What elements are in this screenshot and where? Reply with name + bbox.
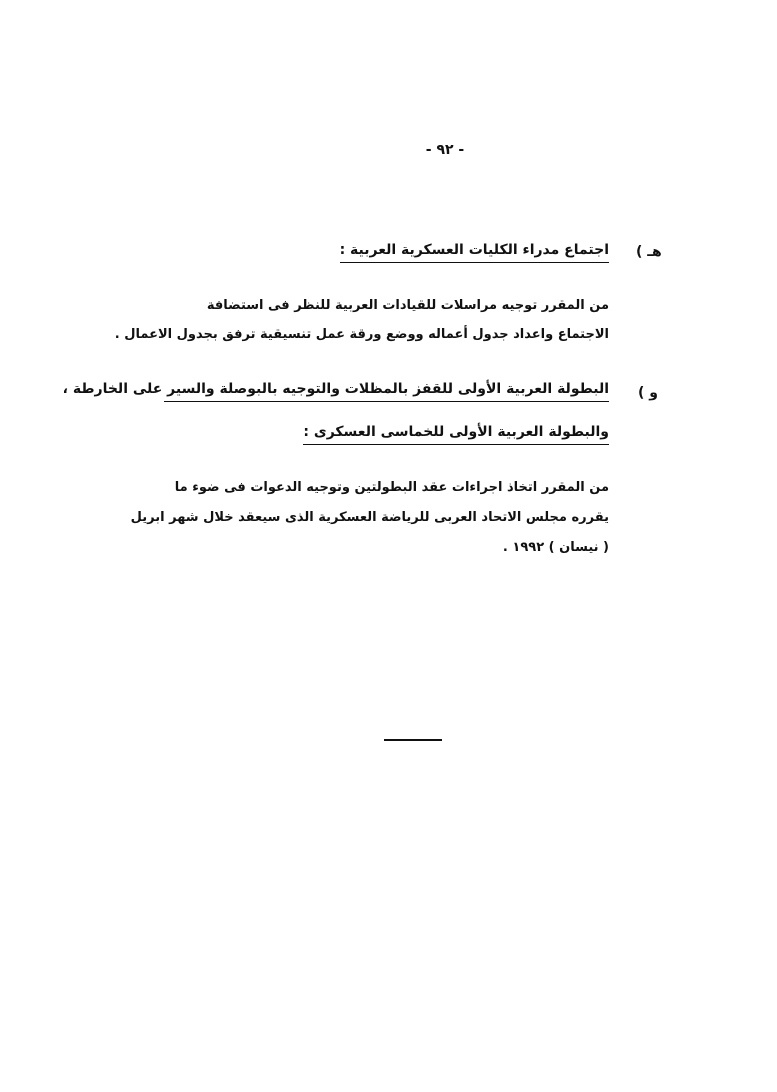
section-w-body-line-2: يقرره مجلس الاتحاد العربى للرياضة العسكرية الذى سيعقد خلال شهر ابريل xyxy=(130,510,609,525)
section-marker-w: و ) xyxy=(638,385,658,401)
section-w-body-line-3: ( نيسان ) ١٩٩٢ . xyxy=(502,540,609,555)
section-heading-w-line-2: والبطولة العربية الأولى للخماسى العسكرى : xyxy=(303,424,609,445)
section-h-body-line-2: الاجتماع واعداد جدول أعماله ووضع ورقة عمل تنسيقية ترفق بجدول الاعمال . xyxy=(114,327,609,342)
section-heading-h: اجتماع مدراء الكليات العسكرية العربية : xyxy=(340,242,609,263)
section-h-body-line-1: من المقرر توجيه مراسلات للقيادات العربية للنظر فى استضافة xyxy=(206,298,609,313)
section-marker-h: هـ ) xyxy=(636,244,662,260)
section-heading-w-line-1: البطولة العربية الأولى للقفز بالمظلات والتوجيه بالبوصلة والسير على الخارطة ، xyxy=(164,381,609,402)
end-rule xyxy=(384,739,442,741)
page-number: - ٩٢ - xyxy=(425,142,465,158)
section-w-body-line-1: من المقرر اتخاذ اجراءات عقد البطولتين وتوجيه الدعوات فى ضوء ما xyxy=(174,480,609,495)
